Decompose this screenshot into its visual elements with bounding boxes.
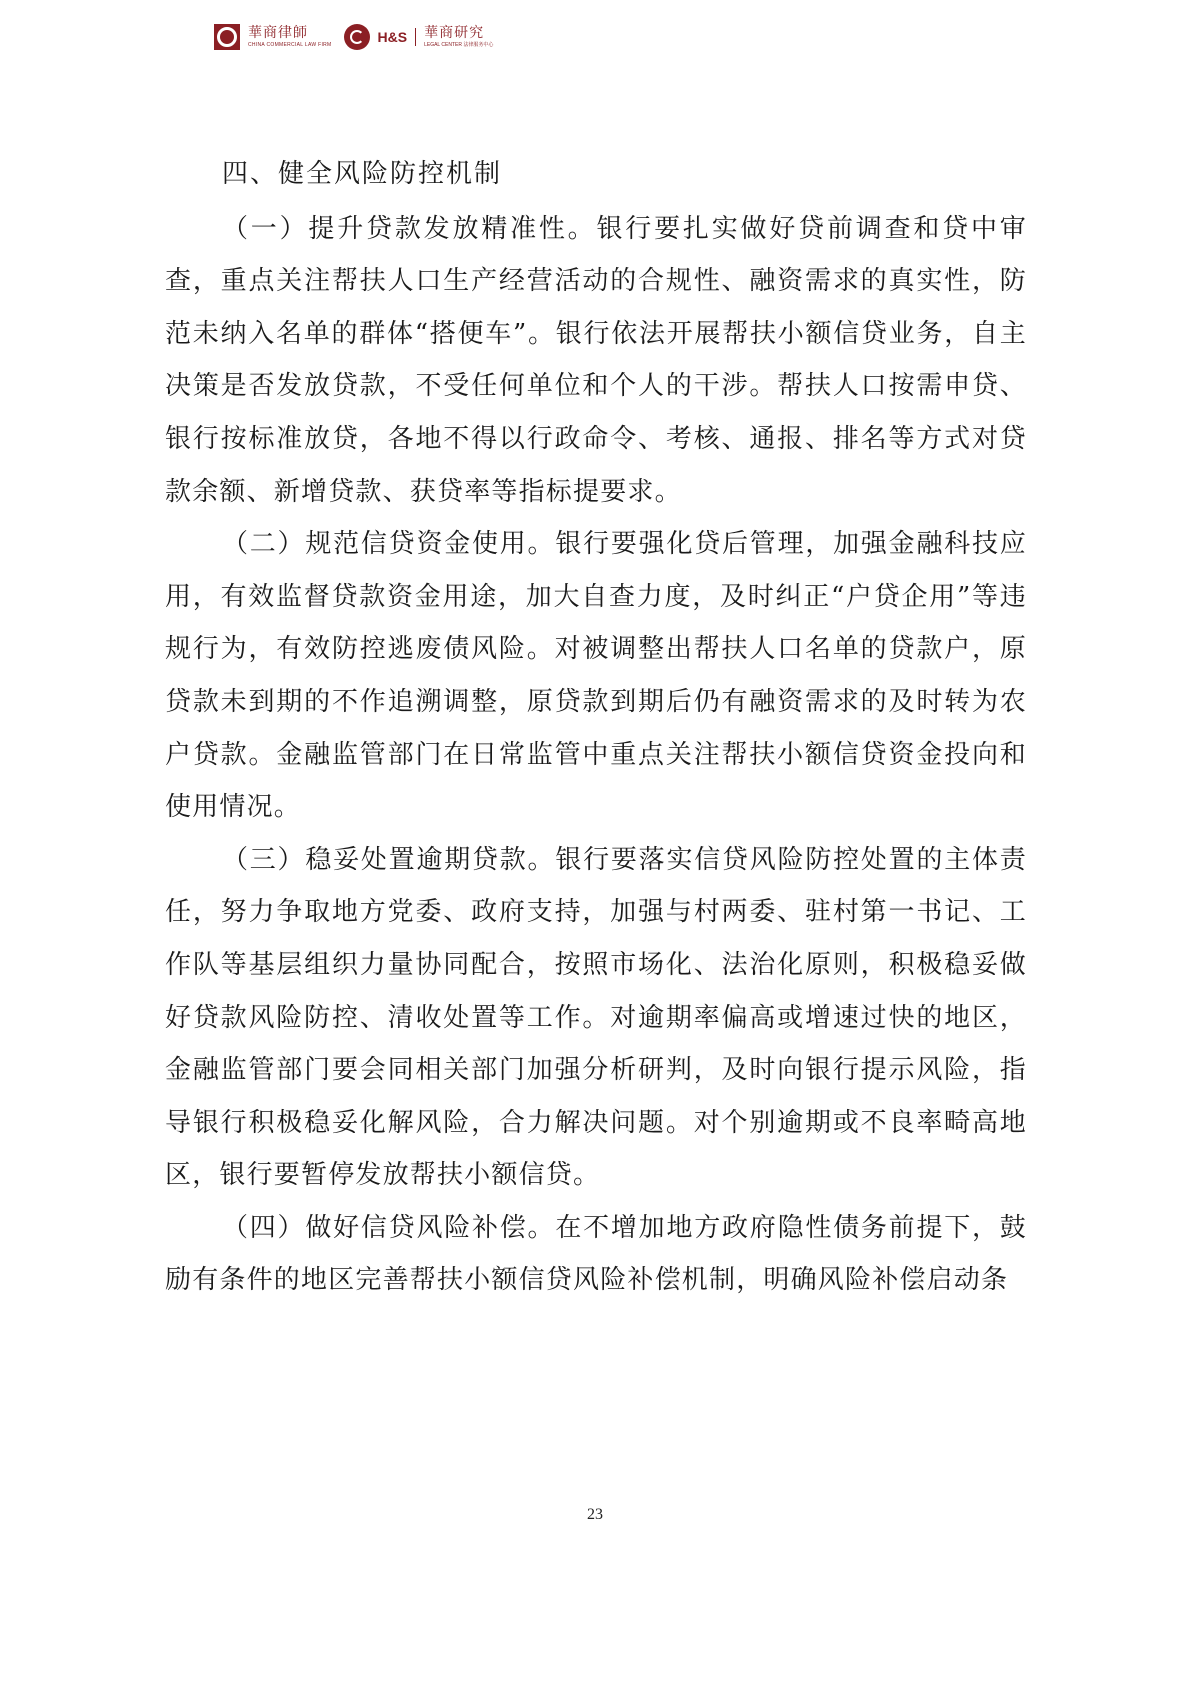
hs-subtitle: LEGAL CENTER 法律服务中心 — [424, 42, 494, 48]
law-firm-brand — [248, 26, 332, 48]
section-heading: 四、健全风险防控机制 — [222, 159, 503, 189]
paragraph-4: （四）做好信贷风险补偿。在不增加地方政府隐性债务前提下，鼓励有条件的地区完善帮扶小额信贷风险补偿机制，明确风险补偿启动条 — [165, 1212, 1027, 1296]
hs-brand — [424, 26, 493, 48]
paragraph-1: （一）提升贷款发放精准性。银行要扎实做好贷前调查和贷中审查，重点关注帮扶人口生产经营活动的合规性、融资需求的真实性，防范未纳入名单的群体“搭便车”。银行依法开展帮扶小额信贷业务，自主决策是否发放贷款，不受任何单位和个人的干涉。帮扶人口按需申贷、银行按标准放贷，各地不得以行政命令、考核、通报、排名等方式对贷款余额、新增贷款、获贷率等指标提要求。 — [165, 213, 1027, 507]
hs-logo-text: H&S — [377, 29, 408, 45]
hs-chinese-name: 華商研究 — [424, 25, 485, 41]
page-number: 23 — [587, 1506, 603, 1523]
law-firm-name: 華商律師 — [248, 25, 308, 41]
header-divider — [415, 28, 416, 46]
hs-logo-icon — [344, 24, 370, 50]
paragraph-2: （二）规范信贷资金使用。银行要强化贷后管理，加强金融科技应用，有效监督贷款资金用途，加大自查力度，及时纠正“户贷企用”等违规行为，有效防控逃废债风险。对被调整出帮扶人口名单的贷款户，原贷款未到期的不作追溯调整，原贷款到期后仍有融资需求的及时转为农户贷款。金融监管部门在日常监管中重点关注帮扶小额信贷资金投向和使用情况。 — [165, 529, 1027, 823]
page-header — [214, 20, 493, 54]
law-firm-english-name: CHINA COMMERCIAL LAW FIRM — [248, 42, 332, 48]
document-body — [165, 148, 1027, 1307]
paragraph-3: （三）稳妥处置逾期贷款。银行要落实信贷风险防控处置的主体责任，努力争取地方党委、政府支持，加强与村两委、驻村第一书记、工作队等基层组织力量协同配合，按照市场化、法治化原则，积极稳妥做好贷款风险防控、清收处置等工作。对逾期率偏高或增速过快的地区，金融监管部门要会同相关部门加强分析研判，及时向银行提示风险，指导银行积极稳妥化解风险，合力解决问题。对个别逾期或不良率畸高地区，银行要暂停发放帮扶小额信贷。 — [165, 844, 1027, 1191]
law-firm-logo-icon — [214, 24, 240, 50]
